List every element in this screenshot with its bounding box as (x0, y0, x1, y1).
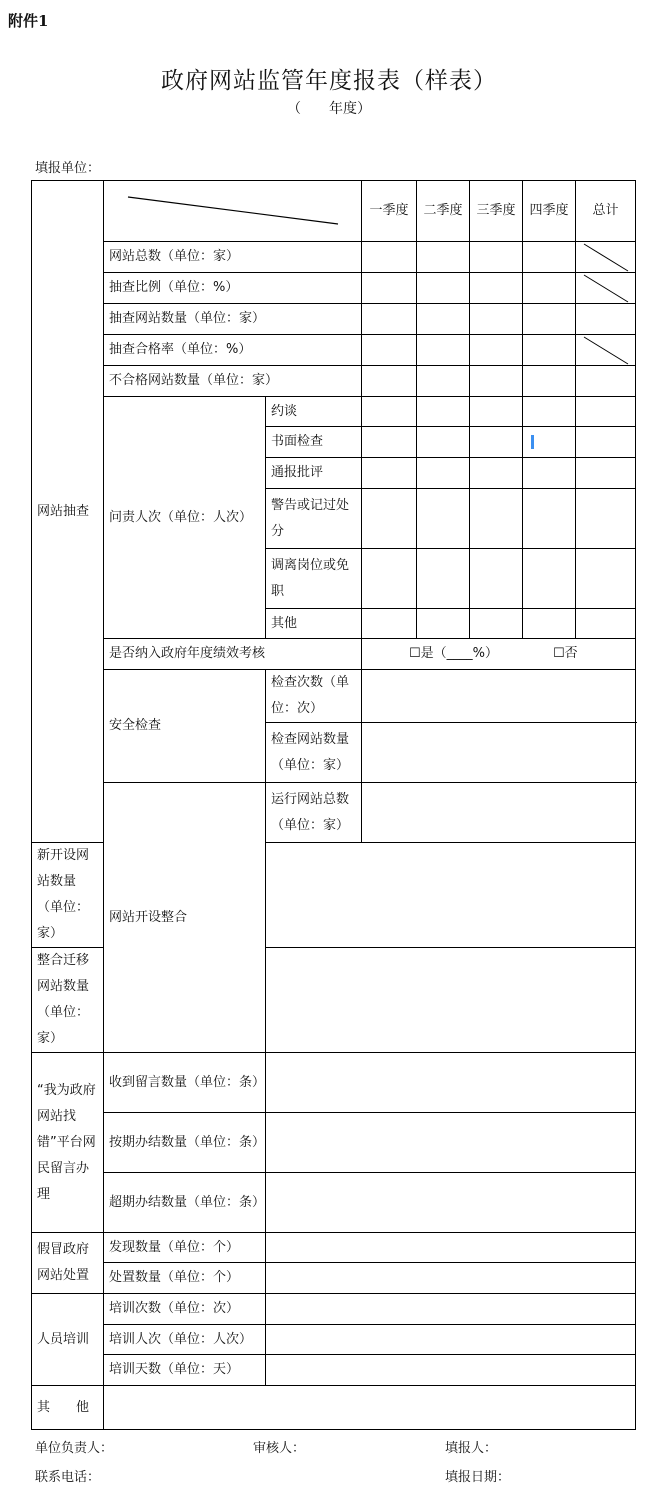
row-label: 按期办结数量（单位：条） (104, 1113, 266, 1173)
input-cell[interactable] (417, 242, 470, 273)
footer-phone: 联系电话： (35, 1470, 101, 1485)
input-cell[interactable] (362, 783, 636, 843)
input-cell[interactable] (576, 609, 636, 639)
input-cell[interactable] (266, 1113, 636, 1173)
input-cell[interactable] (417, 335, 470, 366)
input-cell[interactable] (417, 366, 470, 397)
diagonal-cell (576, 273, 636, 304)
input-cell[interactable] (362, 366, 417, 397)
fill-unit-label: 填报单位： (35, 161, 101, 176)
input-cell[interactable] (362, 609, 417, 639)
input-cell[interactable] (523, 242, 576, 273)
row-label: 发现数量（单位：个） (104, 1233, 266, 1263)
input-cell[interactable] (523, 397, 576, 427)
accountability-item: 调离岗位或免职 (266, 549, 362, 609)
row-label: 抽查合格率（单位：%） (104, 335, 362, 366)
input-cell[interactable] (362, 489, 417, 549)
input-cell[interactable] (362, 723, 636, 783)
header-q1: 一季度 (362, 181, 417, 242)
footer-filler: 填报人： (445, 1441, 498, 1456)
input-cell[interactable] (266, 1263, 636, 1294)
input-cell[interactable] (523, 427, 576, 458)
footer-head: 单位负责人： (35, 1441, 114, 1456)
header-total: 总计 (576, 181, 636, 242)
row-label: 检查次数（单位：次） (266, 670, 362, 723)
header-q3: 三季度 (470, 181, 523, 242)
performance-label: 是否纳入政府年度绩效考核 (104, 639, 362, 670)
input-cell[interactable] (470, 273, 523, 304)
header-q4: 四季度 (523, 181, 576, 242)
option-yes[interactable]: ☐是（____%） (409, 646, 499, 661)
input-cell[interactable] (362, 670, 636, 723)
input-cell[interactable] (266, 1355, 636, 1386)
row-label: 检查网站数量（单位：家） (266, 723, 362, 783)
section-integration: 网站开设整合 (104, 783, 266, 1053)
input-cell[interactable] (523, 304, 576, 335)
row-label: 抽查网站数量（单位：家） (104, 304, 362, 335)
footer-reviewer: 审核人： (253, 1441, 306, 1456)
input-cell[interactable] (362, 242, 417, 273)
input-cell[interactable] (266, 1325, 636, 1355)
row-label: 运行网站总数（单位：家） (266, 783, 362, 843)
input-cell[interactable] (417, 549, 470, 609)
input-cell[interactable] (266, 1173, 636, 1233)
accountability-item: 通报批评 (266, 458, 362, 489)
header-q2: 二季度 (417, 181, 470, 242)
attachment-label: 附件1 (8, 12, 49, 30)
input-cell[interactable] (470, 397, 523, 427)
input-cell[interactable] (523, 549, 576, 609)
section-training: 人员培训 (32, 1294, 104, 1386)
footer (0, 1430, 658, 1490)
row-label: 超期办结数量（单位：条） (104, 1173, 266, 1233)
row-label: 培训天数（单位：天） (104, 1355, 266, 1386)
input-cell[interactable] (104, 1386, 636, 1430)
section-counterfeit: 假冒政府网站处置 (32, 1233, 104, 1294)
input-cell[interactable] (417, 397, 470, 427)
input-cell[interactable] (523, 335, 576, 366)
year-line: （ 年度） (287, 101, 371, 117)
option-no[interactable]: ☐否 (553, 646, 578, 661)
input-cell[interactable] (266, 1233, 636, 1263)
row-label: 处置数量（单位：个） (104, 1263, 266, 1294)
input-cell[interactable] (470, 366, 523, 397)
header-diagonal-cell (104, 181, 362, 242)
row-label: 抽查比例（单位：%） (104, 273, 362, 304)
input-cell[interactable] (266, 948, 636, 1053)
input-cell[interactable] (470, 304, 523, 335)
row-label: 收到留言数量（单位：条） (104, 1053, 266, 1113)
input-cell[interactable] (417, 489, 470, 549)
input-cell[interactable] (576, 458, 636, 489)
accountability-item: 书面检查 (266, 427, 362, 458)
diagonal-cell (576, 242, 636, 273)
input-cell[interactable] (417, 273, 470, 304)
accountability-item: 警告或记过处分 (266, 489, 362, 549)
row-label: 新开设网站数量（单位：家） (32, 843, 104, 948)
input-cell[interactable] (266, 843, 636, 948)
input-cell[interactable] (523, 273, 576, 304)
section-other: 其 他 (32, 1386, 104, 1430)
input-cell[interactable] (417, 609, 470, 639)
diagonal-cell (576, 335, 636, 366)
input-cell[interactable] (470, 242, 523, 273)
page-title: 政府网站监管年度报表（样表） (161, 68, 497, 94)
accountability-item: 其他 (266, 609, 362, 639)
report-table (31, 180, 636, 1430)
input-cell[interactable] (266, 1294, 636, 1325)
input-cell[interactable] (576, 304, 636, 335)
input-cell[interactable] (266, 1053, 636, 1113)
section-spot-check: 网站抽查 (32, 181, 104, 843)
input-cell[interactable] (470, 335, 523, 366)
input-cell[interactable] (417, 458, 470, 489)
performance-options (362, 639, 636, 670)
row-label: 整合迁移网站数量（单位：家） (32, 948, 104, 1053)
input-cell[interactable] (523, 489, 576, 549)
footer-date: 填报日期： (445, 1470, 511, 1485)
input-cell[interactable] (470, 549, 523, 609)
input-cell[interactable] (523, 366, 576, 397)
input-cell[interactable] (362, 397, 417, 427)
section-security: 安全检查 (104, 670, 266, 783)
input-cell[interactable] (523, 609, 576, 639)
input-cell[interactable] (362, 549, 417, 609)
input-cell[interactable] (362, 458, 417, 489)
input-cell[interactable] (417, 427, 470, 458)
row-label: 培训次数（单位：次） (104, 1294, 266, 1325)
row-label: 培训人次（单位：人次） (104, 1325, 266, 1355)
input-cell[interactable] (362, 273, 417, 304)
input-cell[interactable] (470, 489, 523, 549)
input-cell[interactable] (576, 366, 636, 397)
section-error_platform: “我为政府网站找错”平台网民留言办理 (32, 1053, 104, 1233)
input-cell[interactable] (523, 458, 576, 489)
accountability-label: 问责人次（单位：人次） (104, 397, 266, 639)
row-label: 不合格网站数量（单位：家） (104, 366, 362, 397)
input-cell[interactable] (576, 397, 636, 427)
input-cell[interactable] (362, 335, 417, 366)
input-cell[interactable] (417, 304, 470, 335)
input-cell[interactable] (576, 549, 636, 609)
input-cell[interactable] (576, 489, 636, 549)
input-cell[interactable] (470, 609, 523, 639)
text-cursor (531, 435, 534, 449)
accountability-item: 约谈 (266, 397, 362, 427)
input-cell[interactable] (470, 458, 523, 489)
input-cell[interactable] (362, 304, 417, 335)
input-cell[interactable] (576, 427, 636, 458)
input-cell[interactable] (362, 427, 417, 458)
input-cell[interactable] (470, 427, 523, 458)
row-label: 网站总数（单位：家） (104, 242, 362, 273)
